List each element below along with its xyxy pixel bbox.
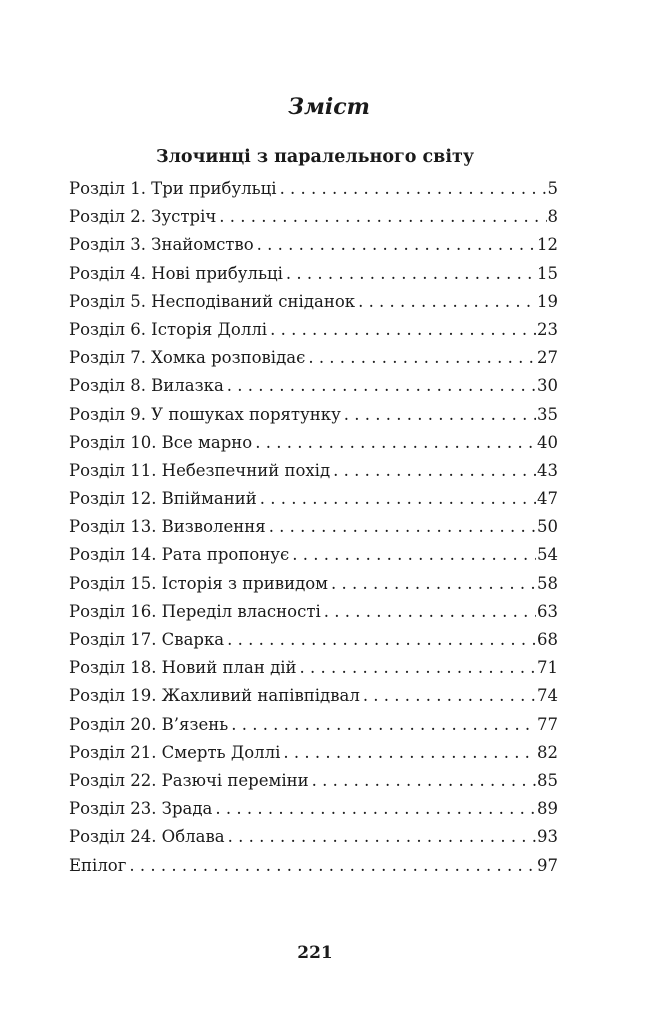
table-of-contents (69, 175, 558, 880)
toc-dot-leader (324, 598, 536, 626)
toc-dot-leader (231, 711, 536, 739)
toc-dot-leader (300, 654, 536, 682)
toc-entry (69, 175, 558, 203)
toc-entry-page: 74 (537, 686, 558, 706)
page-number: 221 (297, 943, 333, 963)
toc-entry-page: 77 (537, 714, 558, 734)
toc-dot-leader (308, 344, 536, 372)
book-title: Злочинці з паралельного світу (155, 147, 475, 167)
toc-entry-page: 63 (537, 601, 558, 621)
toc-entry-label: Розділ 14. Рата пропонує (69, 545, 290, 565)
toc-entry (69, 654, 558, 682)
toc-entry (69, 457, 558, 485)
toc-dot-leader (215, 795, 536, 823)
toc-entry-page: 97 (537, 855, 558, 875)
toc-entry-page: 82 (537, 742, 558, 762)
toc-entry (69, 739, 558, 767)
toc-entry-label: Розділ 15. Історія з привидом (69, 573, 329, 593)
toc-entry-label: Епілог (69, 855, 127, 875)
toc-entry-label: Розділ 13. Визволення (69, 517, 266, 537)
toc-entry-label: Розділ 1. Три прибульці (69, 179, 277, 198)
toc-entry (69, 401, 558, 429)
toc-entry-page: 89 (537, 799, 558, 819)
toc-dot-leader (331, 570, 536, 598)
toc-dot-leader (129, 852, 536, 880)
toc-entry-label: Розділ 20. В’язень (69, 714, 229, 734)
toc-dot-leader (283, 739, 536, 767)
toc-dot-leader (344, 401, 536, 429)
toc-entry-page: 19 (537, 291, 558, 311)
toc-dot-leader (255, 429, 536, 457)
toc-entry-page: 58 (537, 573, 558, 593)
toc-dot-leader (257, 231, 536, 259)
toc-entry (69, 429, 558, 457)
toc-dot-leader (312, 767, 536, 795)
toc-entry-label: Розділ 9. У пошуках порятунку (69, 404, 341, 424)
toc-entry (69, 795, 558, 823)
toc-dot-leader (363, 682, 536, 710)
toc-entry (69, 260, 558, 288)
toc-entry-label: Розділ 12. Впійманий (69, 489, 257, 509)
toc-dot-leader (228, 823, 536, 851)
toc-entry (69, 316, 558, 344)
toc-dot-leader (227, 626, 536, 654)
toc-entry-label: Розділ 10. Все марно (69, 432, 253, 452)
toc-entry-page: 12 (537, 235, 558, 255)
toc-entry-label: Розділ 11. Небезпечний похід (69, 460, 331, 480)
toc-entry-page: 27 (537, 348, 558, 368)
toc-entry-page: 71 (537, 658, 558, 678)
toc-entry-label: Розділ 16. Переділ власності (69, 601, 321, 621)
toc-entry-page: 8 (547, 207, 558, 227)
toc-entry (69, 372, 558, 400)
toc-entry (69, 231, 558, 259)
toc-entry-label: Розділ 23. Зрада (69, 799, 213, 819)
toc-entry (69, 823, 558, 851)
toc-entry (69, 344, 558, 372)
toc-entry (69, 711, 558, 739)
toc-entry-label: Розділ 18. Новий план дій (69, 658, 297, 678)
toc-entry-page: 54 (537, 545, 558, 565)
toc-entry (69, 570, 558, 598)
toc-entry-page: 15 (537, 263, 558, 283)
toc-entry-label: Розділ 17. Сварка (69, 630, 225, 649)
toc-entry-page: 30 (537, 376, 558, 396)
toc-dot-leader (269, 513, 536, 541)
toc-dot-leader (219, 203, 546, 231)
toc-entry (69, 626, 558, 654)
toc-entry-label: Розділ 8. Вилазка (69, 376, 224, 396)
toc-dot-leader (358, 288, 536, 316)
toc-entry (69, 485, 558, 513)
toc-entry (69, 288, 558, 316)
toc-entry (69, 682, 558, 710)
toc-entry (69, 541, 558, 569)
toc-entry (69, 203, 558, 231)
toc-entry-label: Розділ 21. Смерть Доллі (69, 742, 281, 762)
toc-entry-page: 93 (537, 827, 558, 847)
toc-dot-leader (270, 316, 536, 344)
toc-entry-label: Розділ 2. Зустріч (69, 207, 217, 227)
toc-entry (69, 852, 558, 880)
toc-entry-label: Розділ 22. Разючі переміни (69, 770, 309, 790)
toc-entry-page: 40 (537, 432, 558, 452)
page-title: Зміст (288, 94, 370, 120)
toc-entry-label: Розділ 24. Облава (69, 827, 225, 847)
toc-dot-leader (227, 372, 536, 400)
toc-dot-leader (280, 175, 547, 203)
toc-entry-page: 50 (537, 517, 558, 537)
toc-dot-leader (260, 485, 536, 513)
toc-dot-leader (286, 260, 536, 288)
toc-entry-page: 5 (547, 179, 558, 198)
toc-entry-page: 68 (537, 630, 558, 649)
toc-dot-leader (292, 541, 536, 569)
toc-dot-leader (333, 457, 536, 485)
toc-entry (69, 598, 558, 626)
toc-entry-label: Розділ 3. Знайомство (69, 235, 254, 255)
toc-entry-label: Розділ 7. Хомка розповідає (69, 348, 306, 368)
toc-entry-label: Розділ 6. Історія Доллі (69, 319, 268, 339)
toc-entry-page: 23 (537, 319, 558, 339)
toc-entry (69, 767, 558, 795)
toc-entry (69, 513, 558, 541)
toc-entry-page: 35 (537, 404, 558, 424)
toc-entry-page: 47 (537, 489, 558, 509)
toc-entry-label: Розділ 4. Нові прибульці (69, 263, 283, 283)
toc-entry-page: 85 (537, 770, 558, 790)
toc-entry-page: 43 (537, 460, 558, 480)
toc-entry-label: Розділ 19. Жахливий напівпідвал (69, 686, 360, 706)
toc-entry-label: Розділ 5. Несподіваний сніданок (69, 291, 356, 311)
